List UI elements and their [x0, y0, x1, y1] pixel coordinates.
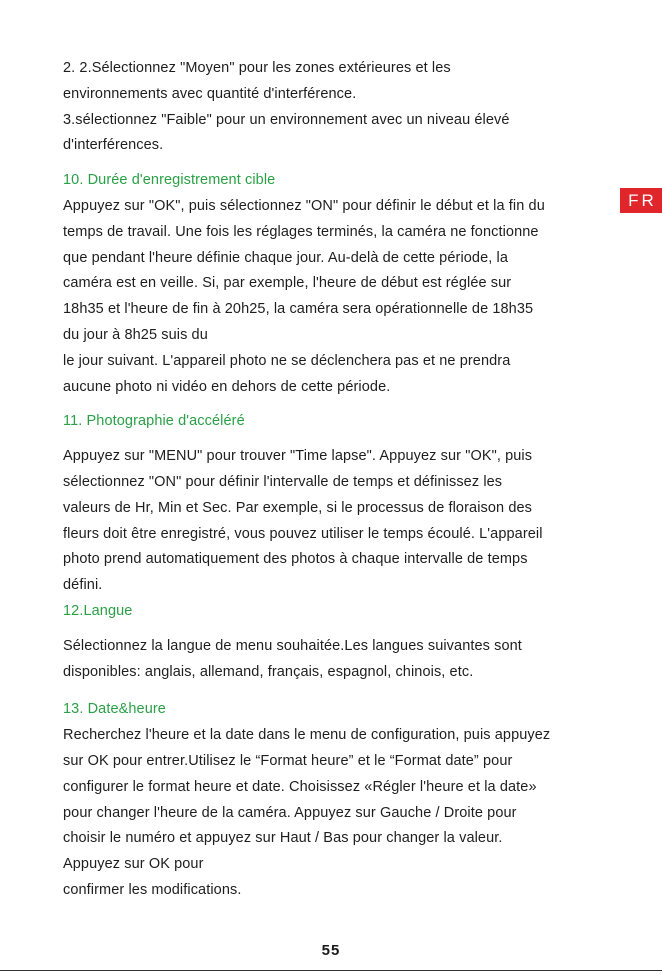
section-11 — [63, 409, 625, 599]
section-heading: 12.Langue — [63, 602, 133, 619]
text-line: Appuyez sur "MENU" pour trouver "Time lapse". Appuyez sur "OK", puis — [63, 448, 533, 465]
text-line: Appuyez sur OK pour — [63, 856, 204, 873]
text-line: aucune photo ni vidéo en dehors de cette période. — [63, 378, 391, 395]
text-line: caméra est en veille. Si, par exemple, l'heure de début est réglée sur — [63, 275, 512, 292]
section-heading: 13. Date&heure — [63, 701, 166, 718]
text-line: 2. 2.Sélectionnez "Moyen" pour les zones extérieures et les — [63, 60, 451, 76]
text-line: 18h35 et l'heure de fin à 20h25, la caméra sera opérationnelle de 18h35 — [63, 301, 534, 318]
text-line: Appuyez sur "OK", puis sélectionnez "ON" pour définir le début et la fin du — [63, 197, 545, 214]
text-line: Sélectionnez la langue de menu souhaitée.Les langues suivantes sont — [63, 637, 522, 654]
section-12 — [63, 599, 625, 685]
text-line: que pendant l'heure définie chaque jour. Au-delà de cette période, la — [63, 249, 509, 266]
text-line: temps de travail. Une fois les réglages terminés, la caméra ne fonctionne — [63, 223, 539, 240]
intro-paragraph — [63, 56, 625, 159]
language-badge: FR — [620, 188, 662, 213]
text-line: d'interférences. — [63, 137, 164, 154]
section-heading: 10. Durée d'enregistrement cible — [63, 172, 276, 189]
text-line: défini. — [63, 577, 103, 594]
text-line: sélectionnez "ON" pour définir l'intervalle de temps et définissez les — [63, 473, 503, 490]
text-line: confirmer les modifications. — [63, 881, 242, 898]
text-line: du jour à 8h25 suis du — [63, 326, 208, 343]
text-line: environnements avec quantité d'interférence. — [63, 85, 357, 102]
text-line: sur OK pour entrer.Utilisez le “Format heure” et le “Format date” pour — [63, 752, 513, 769]
section-10 — [63, 168, 625, 400]
text-line: fleurs doit être enregistré, vous pouvez utiliser le temps écoulé. L'appareil — [63, 525, 543, 542]
manual-page-body — [63, 56, 625, 904]
text-line: disponibles: anglais, allemand, français, espagnol, chinois, etc. — [63, 663, 474, 680]
text-line: le jour suivant. L'appareil photo ne se déclenchera pas et ne prendra — [63, 352, 511, 369]
text-line: photo prend automatiquement des photos à chaque intervalle de temps — [63, 551, 528, 568]
text-line: 3.sélectionnez "Faible" pour un environnement avec un niveau élevé — [63, 111, 510, 128]
footer-divider — [0, 970, 662, 971]
text-line: valeurs de Hr, Min et Sec. Par exemple, si le processus de floraison des — [63, 499, 532, 516]
text-line: pour changer l'heure de la caméra. Appuyez sur Gauche / Droite pour — [63, 804, 517, 821]
section-heading: 11. Photographie d'accéléré — [63, 413, 245, 430]
text-line: configurer le format heure et date. Choisissez «Régler l'heure et la date» — [63, 778, 537, 795]
section-13 — [63, 697, 625, 903]
text-line: Recherchez l'heure et la date dans le menu de configuration, puis appuyez — [63, 727, 551, 744]
page-number: 55 — [321, 942, 341, 959]
text-line: choisir le numéro et appuyez sur Haut / Bas pour changer la valeur. — [63, 830, 503, 847]
